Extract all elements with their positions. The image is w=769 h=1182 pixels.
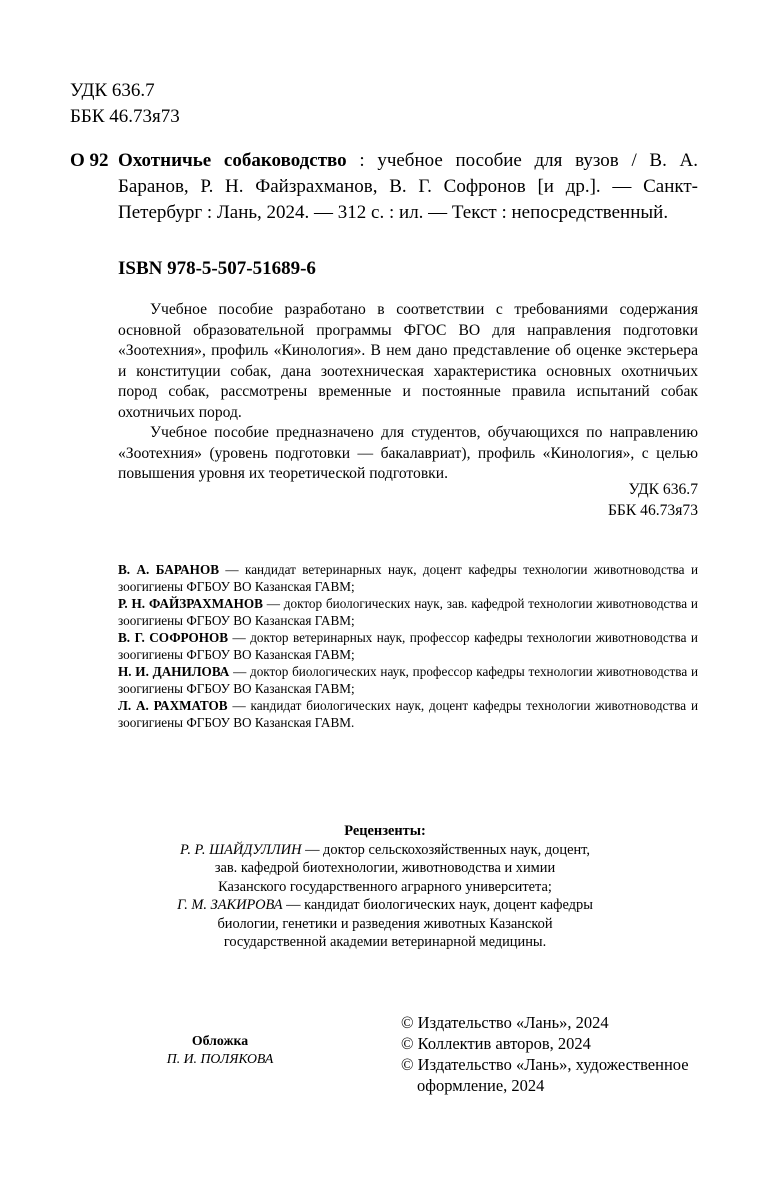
author-description: — кандидат ветеринарных наук, доцент кафедры технологии животноводства и зоогигиены ФГБОУ ВО Казанская ГАВМ; (118, 562, 698, 594)
reviewers (118, 822, 652, 952)
reviewer-1-title: — доктор сельскохозяйственных наук, доцент, (301, 841, 590, 858)
author-mark: О 92 (70, 150, 109, 171)
author-entry (118, 629, 698, 663)
copyright-publisher: © Издательство «Лань», 2024 (401, 1013, 609, 1032)
annotation-paragraph-1: Учебное пособие разработано в соответствии с требованиями содержания основной образовательной программы ФГОС ВО для направления подготовки «Зоотехния», профиль «Кинология». В нем дано представление об оценке экстерьера и конституции собак, дана зоотехническая характеристика основных охотничьих пород собак, рассмотрены временные и постоянные правила испытаний собак охотничьих пород. (118, 301, 698, 421)
author-name: В. Г. СОФРОНОВ (118, 630, 229, 645)
reviewer-2-title: — кандидат биологических наук, доцент кафедры (282, 897, 593, 913)
annotation (118, 300, 698, 485)
isbn: ISBN 978-5-507-51689-6 (118, 258, 316, 279)
reviewer-1-line-2: зав. кафедрой биотехнологии, животноводства и химии (214, 860, 556, 876)
header-classification (70, 78, 180, 130)
cover-label: Обложка (191, 1033, 249, 1048)
reviewer-1-line-3: Казанского государственного аграрного университета; (218, 878, 552, 895)
udk-code-right: УДК 636.7 (628, 481, 698, 498)
author-entry (118, 663, 698, 697)
bbk-code-right: ББК 46.73я73 (607, 501, 698, 519)
author-name: В. А. БАРАНОВ (118, 562, 219, 577)
author-description: — кандидат биологических наук, доцент кафедры технологии животноводства и зоогигиены ФГБОУ ВО Казанская ГАВМ. (118, 698, 698, 730)
copyright-design-cont: оформление, 2024 (417, 1076, 545, 1095)
copyright-authors: © Коллектив авторов, 2024 (401, 1034, 591, 1053)
author-name: Н. И. ДАНИЛОВА (118, 664, 230, 679)
reviewer-2-name: Г. М. ЗАКИРОВА (177, 897, 283, 913)
book-title: Охотничье собаководство (118, 150, 347, 171)
authors-list (118, 561, 698, 731)
udk-code: УДК 636.7 (70, 80, 155, 101)
reviewer-1-name: Р. Р. ШАЙДУЛЛИН (180, 841, 302, 858)
author-name: Л. А. РАХМАТОВ (118, 698, 228, 713)
author-name: Р. Н. ФАЙЗРАХМАНОВ (118, 596, 263, 611)
reviewer-2-line-1 (118, 896, 652, 915)
reviewers-title: Рецензенты: (344, 823, 426, 839)
bbk-code: ББК 46.73я73 (70, 106, 180, 127)
author-description: — доктор ветеринарных наук, профессор кафедры технологии животноводства и зоогигиены ФГБОУ ВО Казанская ГАВМ; (118, 630, 698, 662)
reviewer-1-line-1 (118, 841, 652, 860)
annotation-classification (118, 480, 698, 521)
cover-credit (120, 1032, 320, 1068)
annotation-paragraph-2: Учебное пособие предназначено для студентов, обучающихся по направлению «Зоотехния» (уровень подготовки — бакалавриат), профиль «Кинология», с целью повышения уровня их теоретической подготовки. (118, 424, 698, 482)
author-entry (118, 561, 698, 595)
reviewer-2-line-2: биологии, генетики и разведения животных Казанской (217, 915, 553, 932)
author-description: — доктор биологических наук, зав. кафедрой технологии животноводства и зоогигиены ФГБОУ ВО Казанская ГАВМ; (118, 596, 698, 628)
reviewer-2-line-3: государственной академии ветеринарной медицины. (223, 934, 547, 950)
bibliographic-details: : учебное пособие для вузов / В. А. Баранов, Р. Н. Файзрахманов, В. Г. Софронов [и др.]. — Санкт-Петербург : Лань, 2024. — 312 с. : ил. — Текст : непосредственный. (118, 150, 699, 223)
copyright-design: © Издательство «Лань», художественное (401, 1055, 689, 1074)
author-entry (118, 595, 698, 629)
cover-artist: П. И. ПОЛЯКОВА (166, 1051, 274, 1066)
copyright-block (401, 1012, 721, 1096)
bibliographic-record (118, 148, 698, 226)
author-description: — доктор биологических наук, профессор кафедры технологии животноводства и зоогигиены ФГБОУ ВО Казанская ГАВМ; (118, 664, 698, 696)
author-entry (118, 697, 698, 731)
